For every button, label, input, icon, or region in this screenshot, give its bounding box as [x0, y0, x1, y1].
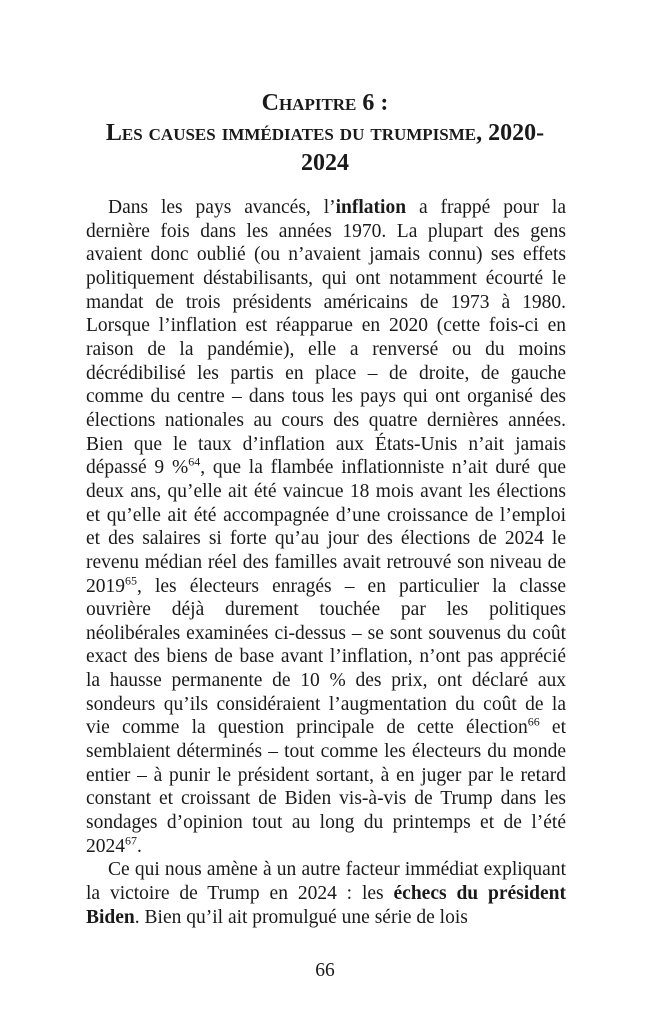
text-run: . Bien qu’il ait promulgué une série de lois: [134, 906, 468, 928]
text-run: , que la flambée inflationniste n’ait duré que deux ans, qu’elle ait été vaincue 18 mois avant les élections et qu’elle ait été accompagnée d’une croissance de l’emploi et des salaires si forte qu’au jour des élections de 2024 le revenu médian réel des familles avait retrouvé son niveau de 2019: [86, 457, 566, 597]
bold-term-biden-failures: échecs du président Biden: [86, 883, 566, 928]
paragraph-inflation: [86, 196, 566, 858]
footnote-ref-65: 65: [125, 573, 137, 587]
footnote-ref-64: 64: [188, 454, 201, 469]
page-number: 66: [315, 960, 335, 981]
chapter-number: Chapitre 6 :: [261, 90, 389, 116]
bold-term-inflation: inflation: [335, 197, 407, 218]
paragraph-biden-failures: [86, 858, 566, 929]
chapter-title-line-1: Les causes immédiates du trumpisme, 2020-: [105, 120, 545, 146]
text-run: Ce qui nous amène à un autre facteur immédiat expliquant la victoire de Trump en 2024 : les: [86, 859, 566, 905]
text-run: Dans les pays avancés, l’: [108, 197, 336, 218]
chapter-heading: [60, 88, 590, 178]
text-run: a frappé pour la dernière fois dans les années 1970. La plupart des gens avaient donc oublié (ou n’avaient jamais connu) ses effets politiquement déstabilisants, qui ont notamment écourté le mandat de trois présidents américains de 1973 à 1980. Lorsque l’inflation est réapparue en 2020 (cette fois-ci en raison de la pandémie), elle a renversé ou du moins décrédibilisé les partis en place – de droite, de gauche comme du centre – dans tous les pays qui ont organisé des élections nationales au cours des quatre dernières années. Bien que le taux d’inflation aux États-Unis n’ait jamais dépassé 9 %: [86, 197, 566, 479]
text-run: .: [137, 835, 142, 857]
text-run: et semblaient déterminés – tout comme les électeurs du monde entier – à punir le président sortant, à en juger par le retard constant et croissant de Biden vis-à-vis de Trump dans les sondages d’opinion tout au long du printemps et de l’été 2024: [86, 717, 566, 857]
chapter-title-line-2: 2024: [301, 150, 349, 176]
text-run: , les électeurs enragés – en particulier la classe ouvrière déjà durement touchée par les politiques néolibérales examinées ci-dessus – se sont souvenus du coût exact des biens de base avant l’inflation, n’ont pas apprécié la hausse permanente de 10 % des prix, ont déclaré aux sondeurs qu’ils considéraient l’augmentation du coût de la vie comme la question principale de cette élection: [86, 575, 566, 739]
footnote-ref-67: 67: [125, 833, 137, 848]
body-text: [86, 196, 566, 929]
footnote-ref-66: 66: [527, 714, 540, 729]
